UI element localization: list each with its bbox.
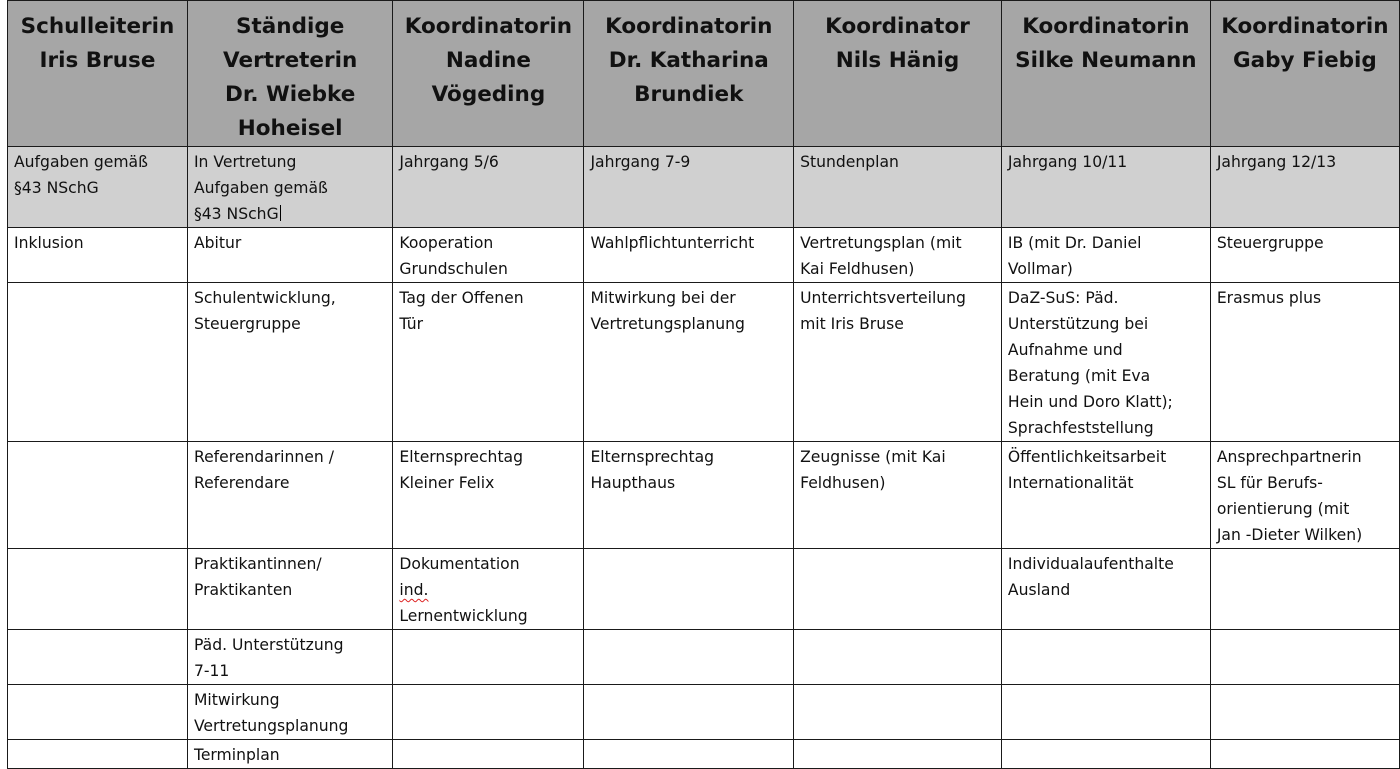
table-cell[interactable] <box>393 740 584 769</box>
cell-text-line: Erasmus plus <box>1216 289 1322 307</box>
cell-text-line: Zeugnisse (mit Kai <box>800 448 946 466</box>
cell-text-line: SL für Berufs- <box>1216 474 1323 492</box>
column-header <box>584 1 794 147</box>
cell-text-line: §43 NSchG <box>193 205 279 223</box>
cell-text-line: Referendarinnen / <box>193 448 334 466</box>
cell-text-line: Steuergruppe <box>1216 234 1324 252</box>
table-cell[interactable] <box>584 147 794 228</box>
cell-text-line: Sprachfeststellung <box>1007 419 1154 437</box>
cell-text-line: mit Iris Bruse <box>800 315 904 333</box>
cell-text-line: ind. <box>399 581 429 599</box>
cell-text-line: Internationalität <box>1007 474 1134 492</box>
table-cell[interactable] <box>584 549 794 630</box>
cell-text-line: Tag der Offenen <box>399 289 524 307</box>
table-cell[interactable] <box>8 549 188 630</box>
cell-text-line: Wahlpflichtunterricht <box>590 234 755 252</box>
cell-text-line: Elternsprechtag <box>399 448 524 466</box>
table-cell[interactable] <box>1210 147 1399 228</box>
table-row <box>8 442 1400 549</box>
column-name-line: Silke Neumann <box>1015 48 1197 73</box>
cell-text-line: Vertretungsplanung <box>590 315 745 333</box>
table-cell[interactable] <box>8 740 188 769</box>
cell-text-line: Individualaufenthalte <box>1007 555 1174 573</box>
table-cell[interactable] <box>8 147 188 228</box>
table-row <box>8 630 1400 685</box>
table-cell[interactable] <box>1001 442 1210 549</box>
cell-text-line: Ausland <box>1007 581 1071 599</box>
column-name-line: Hoheisel <box>237 116 343 141</box>
table-cell[interactable] <box>584 228 794 283</box>
column-header <box>1210 1 1399 147</box>
cell-text-line: Hein und Doro Klatt); <box>1007 393 1173 411</box>
table-cell[interactable] <box>1210 630 1399 685</box>
cell-text-line: DaZ-SuS: Päd. <box>1007 289 1119 307</box>
column-role: Koordinatorin <box>1022 14 1190 39</box>
cell-text-line: Vertretungsplanung <box>193 717 349 735</box>
subheader-row <box>8 147 1400 228</box>
table-cell[interactable] <box>1210 283 1399 442</box>
table-cell[interactable] <box>584 740 794 769</box>
column-header <box>393 1 584 147</box>
column-role: Schulleiterin <box>20 14 175 39</box>
cell-text-line: Inklusion <box>14 234 84 252</box>
table-cell[interactable] <box>1210 740 1399 769</box>
cell-text-line: Mitwirkung bei der <box>590 289 736 307</box>
column-role: Koordinatorin <box>605 14 773 39</box>
column-name-line: Vögeding <box>431 82 546 107</box>
table-cell[interactable] <box>1210 685 1399 740</box>
cell-text-line: Beratung (mit Eva <box>1007 367 1151 385</box>
cell-text-line: Vollmar) <box>1007 260 1073 278</box>
table-cell[interactable] <box>8 685 188 740</box>
cell-text-line: Jahrgang 5/6 <box>399 153 499 171</box>
cell-text-line: Praktikanten <box>193 581 293 599</box>
table-cell[interactable] <box>584 442 794 549</box>
cell-text-line: Praktikantinnen/ <box>193 555 322 573</box>
cell-text-line: §43 NSchG <box>14 179 99 197</box>
table-cell[interactable] <box>1001 228 1210 283</box>
table-cell[interactable] <box>393 630 584 685</box>
cell-text-line: Jahrgang 7-9 <box>590 153 691 171</box>
cell-text-line: Päd. Unterstützung <box>193 636 344 654</box>
table-cell[interactable] <box>1001 283 1210 442</box>
column-header <box>794 1 1002 147</box>
column-name-line: Dr. Wiebke <box>224 82 356 107</box>
cell-text-line: Schulentwicklung, <box>193 289 336 307</box>
table-cell[interactable] <box>8 283 188 442</box>
column-name-line: Nils Hänig <box>835 48 960 73</box>
column-name-line: Gaby Fiebig <box>1232 48 1377 73</box>
cell-text-line: Jan -Dieter Wilken) <box>1216 526 1363 544</box>
table-cell[interactable] <box>8 228 188 283</box>
column-name-line: Brundiek <box>634 82 744 107</box>
table-cell[interactable] <box>393 283 584 442</box>
cell-text-line: Kooperation <box>399 234 494 252</box>
table-cell[interactable] <box>8 442 188 549</box>
table-cell[interactable] <box>1001 740 1210 769</box>
table-cell[interactable] <box>1001 549 1210 630</box>
cell-text-line: Aufgaben gemäß <box>14 153 148 171</box>
table-cell[interactable] <box>187 283 392 442</box>
cell-text-line: Mitwirkung <box>193 691 280 709</box>
cell-text-line: Vertretungsplan (mit <box>800 234 962 252</box>
column-role: Ständige <box>236 14 345 39</box>
table-cell[interactable] <box>393 147 584 228</box>
table-cell[interactable] <box>1001 630 1210 685</box>
table-cell[interactable] <box>794 442 1002 549</box>
table-row <box>8 228 1400 283</box>
cell-text-line: 7-11 <box>193 662 230 680</box>
table-cell[interactable] <box>584 630 794 685</box>
table-cell[interactable] <box>187 685 392 740</box>
cell-text-line: Steuergruppe <box>193 315 301 333</box>
cell-text-line: Stundenplan <box>800 153 899 171</box>
cell-text-line: Kleiner Felix <box>399 474 495 492</box>
column-name-line: Nadine <box>445 48 531 73</box>
column-name-line: Iris Bruse <box>39 48 156 73</box>
table-cell[interactable] <box>1210 228 1399 283</box>
table-cell[interactable] <box>187 147 392 228</box>
cell-text-line: Grundschulen <box>399 260 508 278</box>
table-cell[interactable] <box>187 549 392 630</box>
cell-text-line: orientierung (mit <box>1216 500 1350 518</box>
table-cell[interactable] <box>584 685 794 740</box>
cell-text-line: Aufgaben gemäß <box>193 179 328 197</box>
table-row <box>8 549 1400 630</box>
cell-text-line: Dokumentation <box>399 555 520 573</box>
cell-text-line: Terminplan <box>193 746 280 764</box>
table-cell[interactable] <box>393 685 584 740</box>
cell-text-line: In Vertretung <box>193 153 297 171</box>
column-role: Koordinatorin <box>1221 14 1389 39</box>
cell-text-line: Unterrichtsverteilung <box>800 289 966 307</box>
table-cell[interactable] <box>794 685 1002 740</box>
cell-text-line: Tür <box>399 315 424 333</box>
column-name-line: Vertreterin <box>223 48 358 73</box>
cell-text-line: Jahrgang 10/11 <box>1007 153 1128 171</box>
table-cell[interactable] <box>187 442 392 549</box>
cell-text-line: Referendare <box>193 474 290 492</box>
column-header <box>1001 1 1210 147</box>
table-cell[interactable] <box>794 549 1002 630</box>
table-cell[interactable] <box>187 740 392 769</box>
column-role: Koordinatorin <box>404 14 573 39</box>
table-cell[interactable] <box>794 283 1002 442</box>
table-cell[interactable] <box>187 630 392 685</box>
table-cell[interactable] <box>794 147 1002 228</box>
cell-text-line: Feldhusen) <box>800 474 886 492</box>
cell-text-line: Unterstützung bei <box>1007 315 1149 333</box>
table-cell[interactable] <box>393 549 584 630</box>
table-cell[interactable] <box>794 740 1002 769</box>
table-cell[interactable] <box>794 630 1002 685</box>
cell-text-line: Kai Feldhusen) <box>800 260 915 278</box>
table-cell[interactable] <box>393 442 584 549</box>
table-row <box>8 740 1400 769</box>
cell-text-line: Aufnahme und <box>1007 341 1123 359</box>
table-cell[interactable] <box>8 630 188 685</box>
cell-text-line: Lernentwicklung <box>399 607 528 625</box>
cell-text-line: IB (mit Dr. Daniel <box>1007 234 1142 252</box>
table-cell[interactable] <box>393 228 584 283</box>
table-cell[interactable] <box>1210 442 1399 549</box>
table-cell[interactable] <box>1001 147 1210 228</box>
table-cell[interactable] <box>1210 549 1399 630</box>
text-cursor <box>280 205 281 221</box>
table-cell[interactable] <box>187 228 392 283</box>
table-row <box>8 685 1400 740</box>
cell-text-line: Haupthaus <box>590 474 676 492</box>
column-header <box>8 1 188 147</box>
cell-text-line: Jahrgang 12/13 <box>1216 153 1337 171</box>
cell-text-line: Ansprechpartnerin <box>1216 448 1362 466</box>
header-row <box>8 1 1400 147</box>
cell-text-line: Abitur <box>193 234 242 252</box>
table-cell[interactable] <box>1001 685 1210 740</box>
cell-text-line: Elternsprechtag <box>590 448 715 466</box>
column-header <box>187 1 392 147</box>
table-cell[interactable] <box>794 228 1002 283</box>
column-role: Koordinator <box>825 14 970 39</box>
cell-text-line: Öffentlichkeitsarbeit <box>1007 448 1167 466</box>
column-name-line: Dr. Katharina <box>608 48 769 73</box>
table-row <box>8 283 1400 442</box>
responsibility-table <box>7 0 1400 769</box>
table-cell[interactable] <box>584 283 794 442</box>
